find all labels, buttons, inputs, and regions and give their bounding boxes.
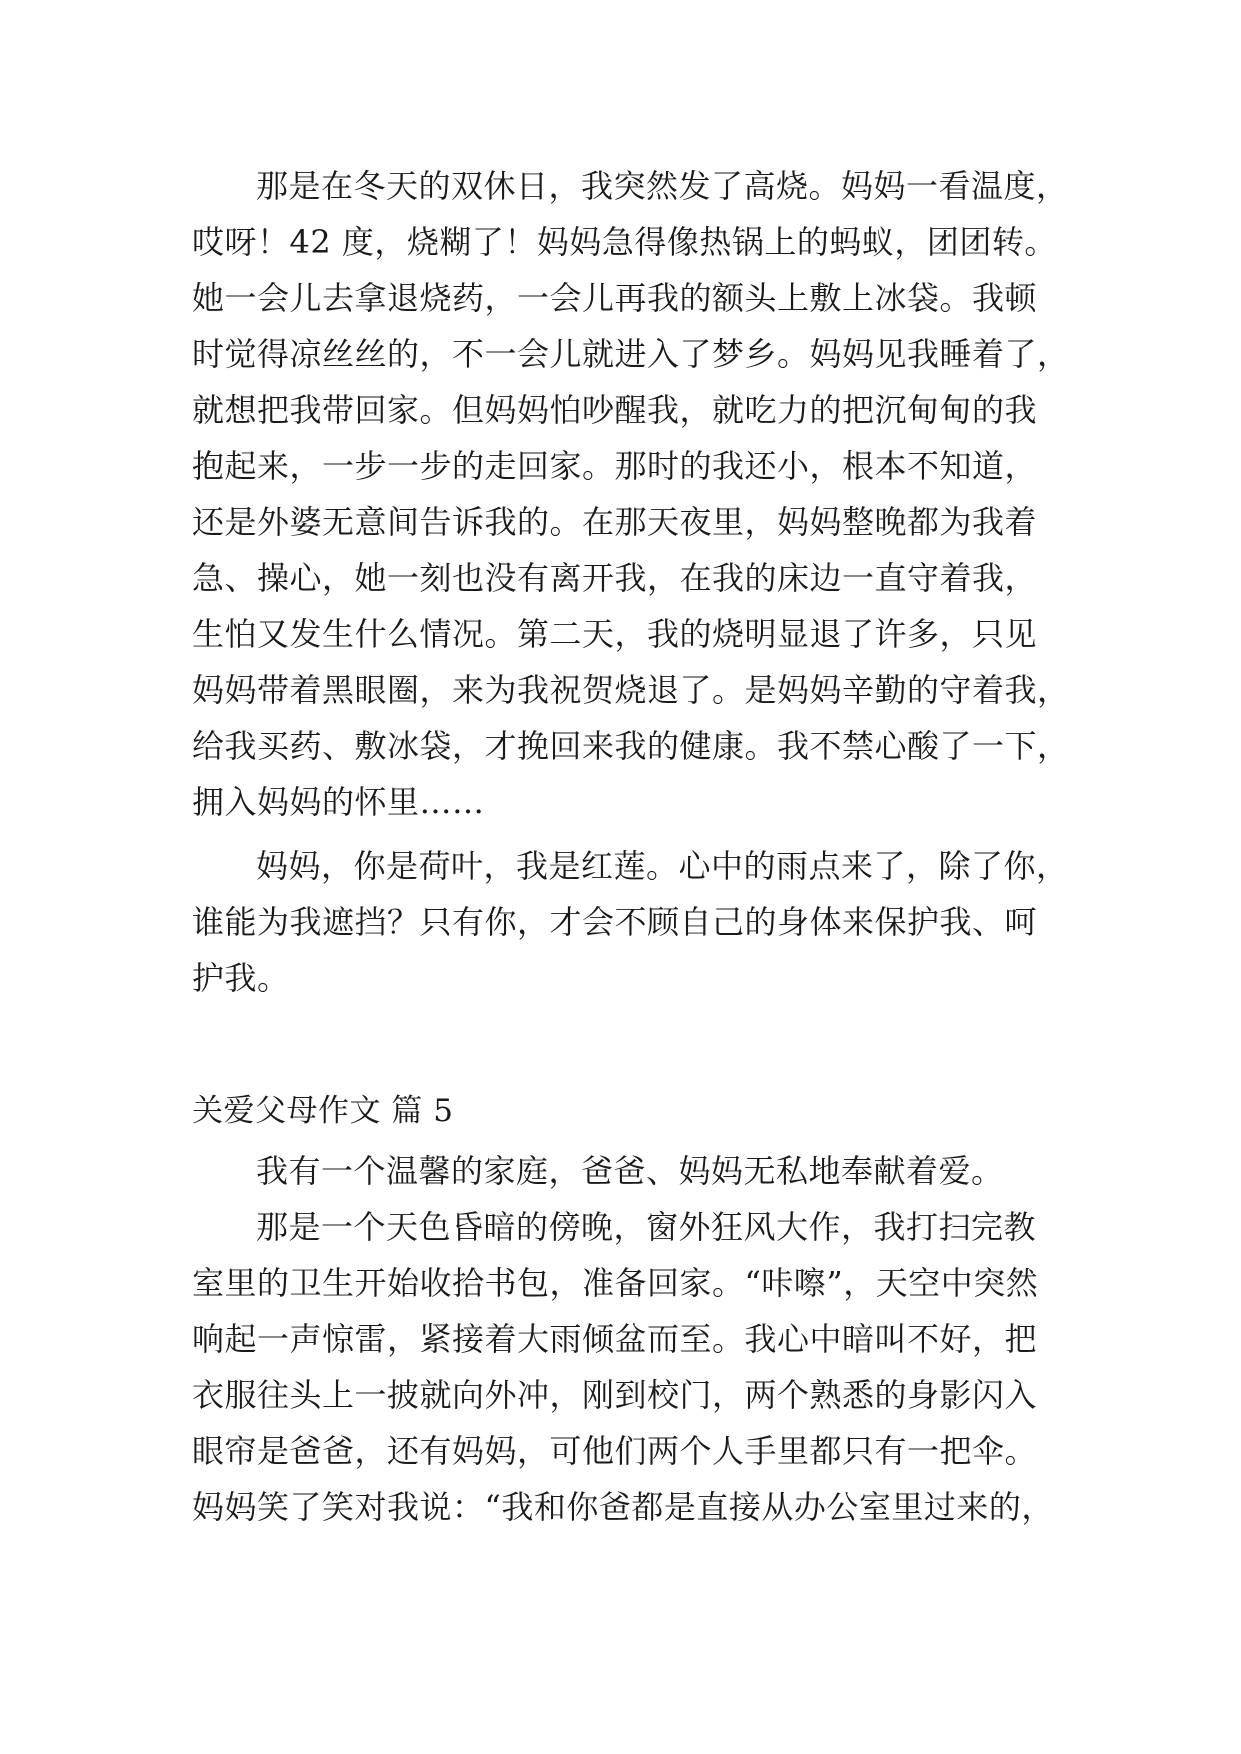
paragraph-1-line-11: 给我买药、敷冰袋，才挽回来我的健康。我不禁心酸了一下， bbox=[192, 727, 1070, 765]
paragraph-1-line-4: 时觉得凉丝丝的，不一会儿就进入了梦乡。妈妈见我睡着了， bbox=[192, 335, 1070, 373]
section-heading: 关爱父母作文 篇 5 bbox=[192, 1093, 454, 1129]
paragraph-1-line-12: 拥入妈妈的怀里…… bbox=[192, 783, 485, 821]
document-page bbox=[192, 0, 1070, 1754]
paragraph-4-line-1: 那是一个天色昏暗的傍晚，窗外狂风大作，我打扫完教 bbox=[256, 1208, 1037, 1246]
paragraph-2-line-1: 妈妈，你是荷叶，我是红莲。心中的雨点来了，除了你， bbox=[256, 847, 1069, 885]
paragraph-1-line-8: 急、操心，她一刻也没有离开我，在我的床边一直守着我， bbox=[192, 559, 1038, 597]
paragraph-3-line-1: 我有一个温馨的家庭，爸爸、妈妈无私地奉献着爱。 bbox=[256, 1152, 1004, 1190]
paragraph-2-line-3: 护我。 bbox=[192, 959, 290, 997]
paragraph-2-line-2: 谁能为我遮挡？只有你，才会不顾自己的身体来保护我、呵 bbox=[192, 903, 1038, 941]
paragraph-4-line-3: 响起一声惊雷，紧接着大雨倾盆而至。我心中暗叫不好，把 bbox=[192, 1320, 1038, 1358]
paragraph-1-line-1: 那是在冬天的双休日，我突然发了高烧。妈妈一看温度， bbox=[256, 167, 1069, 205]
paragraph-4-line-5: 眼帘是爸爸，还有妈妈，可他们两个人手里都只有一把伞。 bbox=[192, 1432, 1038, 1470]
paragraph-1-line-10: 妈妈带着黑眼圈，来为我祝贺烧退了。是妈妈辛勤的守着我， bbox=[192, 671, 1070, 709]
paragraph-1-line-2: 哎呀！42 度，烧糊了！妈妈急得像热锅上的蚂蚁，团团转。 bbox=[192, 223, 1057, 261]
paragraph-1-line-7: 还是外婆无意间告诉我的。在那天夜里，妈妈整晚都为我着 bbox=[192, 503, 1038, 541]
paragraph-1-line-9: 生怕又发生什么情况。第二天，我的烧明显退了许多，只见 bbox=[192, 615, 1038, 653]
paragraph-1-line-3: 她一会儿去拿退烧药，一会儿再我的额头上敷上冰袋。我顿 bbox=[192, 279, 1038, 317]
paragraph-1-line-5: 就想把我带回家。但妈妈怕吵醒我，就吃力的把沉甸甸的我 bbox=[192, 391, 1038, 429]
paragraph-1-line-6: 抱起来，一步一步的走回家。那时的我还小，根本不知道， bbox=[192, 447, 1038, 485]
paragraph-4-line-4: 衣服往头上一披就向外冲，刚到校门，两个熟悉的身影闪入 bbox=[192, 1376, 1038, 1414]
paragraph-4-line-6: 妈妈笑了笑对我说：“我和你爸都是直接从办公室里过来的， bbox=[192, 1488, 1054, 1526]
paragraph-4-line-2: 室里的卫生开始收拾书包，准备回家。“咔嚓”，天空中突然 bbox=[192, 1264, 1039, 1302]
